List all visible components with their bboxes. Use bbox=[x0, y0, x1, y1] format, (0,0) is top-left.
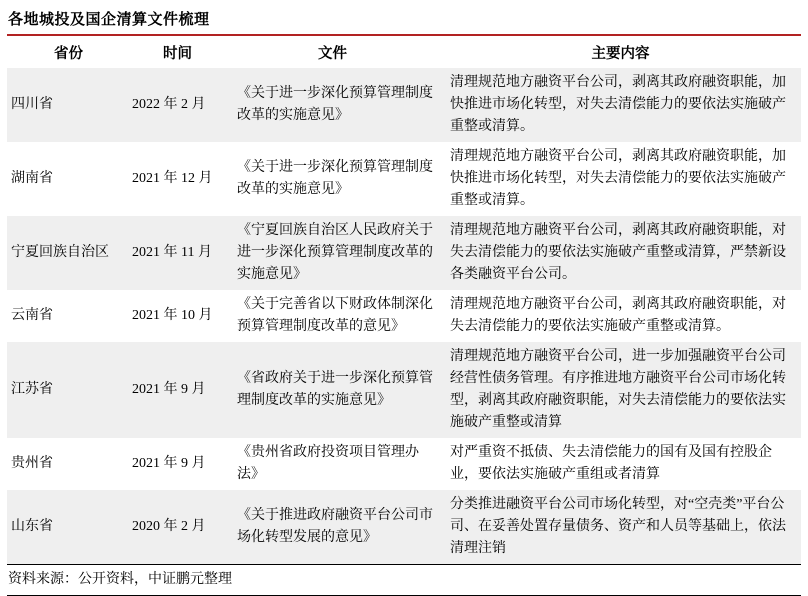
document-cell: 《宁夏回族自治区人民政府关于进一步深化预算管理制度改革的实施意见》 bbox=[225, 216, 440, 290]
document-cell: 《关于进一步深化预算管理制度改革的实施意见》 bbox=[237, 160, 433, 197]
header-document: 文件 bbox=[225, 36, 440, 68]
document-cell: 《省政府关于进一步深化预算管理制度改革的实施意见》 bbox=[225, 342, 440, 438]
content-cell: 对严重资不抵债、失去清偿能力的国有及国有控股企业，要依法实施破产重组或者清算 bbox=[450, 445, 772, 482]
table-header bbox=[7, 36, 801, 68]
province-cell: 贵州省 bbox=[11, 456, 53, 471]
date-cell: 2022 年 2 月 bbox=[130, 68, 225, 142]
table-row bbox=[7, 216, 801, 290]
content-cell: 清理规范地方融资平台公司，剥离其政府融资职能，对失去清偿能力的要依法实施破产重整或清算。 bbox=[450, 297, 786, 334]
document-cell: 《关于进一步深化预算管理制度改革的实施意见》 bbox=[225, 68, 440, 142]
header-content: 主要内容 bbox=[440, 36, 801, 68]
content-cell: 清理规范地方融资平台公司，剥离其政府融资职能，对失去清偿能力的要依法实施破产重整或清算，严禁新设各类融资平台公司。 bbox=[440, 216, 801, 290]
province-cell: 宁夏回族自治区 bbox=[7, 216, 130, 290]
date-cell: 2021 年 12 月 bbox=[132, 171, 213, 186]
header-date: 时间 bbox=[130, 36, 225, 68]
province-cell: 云南省 bbox=[11, 308, 53, 323]
table-row bbox=[7, 142, 801, 216]
documents-table bbox=[7, 36, 801, 564]
table-row bbox=[7, 342, 801, 438]
figure-title: 各地城投及国企清算文件梳理 bbox=[8, 11, 210, 28]
province-cell: 江苏省 bbox=[7, 342, 130, 438]
document-cell: 《关于完善省以下财政体制深化预算管理制度改革的意见》 bbox=[237, 297, 433, 334]
table-body bbox=[7, 68, 801, 564]
date-cell: 2021 年 11 月 bbox=[130, 216, 225, 290]
date-cell: 2021 年 10 月 bbox=[132, 308, 213, 323]
source-note: 资料来源：公开资料，中证鹏元整理 bbox=[7, 564, 801, 596]
content-cell: 清理规范地方融资平台公司，进一步加强融资平台公司经营性债务管理。有序推进地方融资平台公司市场化转型，剥离其政府融资职能，对失去清偿能力的要依法实施破产重整或清算 bbox=[440, 342, 801, 438]
province-cell: 山东省 bbox=[7, 490, 130, 564]
province-cell: 湖南省 bbox=[11, 171, 53, 186]
date-cell: 2020 年 2 月 bbox=[130, 490, 225, 564]
content-cell: 清理规范地方融资平台公司，剥离其政府融资职能，加快推进市场化转型，对失去清偿能力的要依法实施破产重整或清算。 bbox=[450, 149, 786, 208]
province-cell: 四川省 bbox=[7, 68, 130, 142]
date-cell: 2021 年 9 月 bbox=[130, 342, 225, 438]
table-row bbox=[7, 68, 801, 142]
date-cell: 2021 年 9 月 bbox=[132, 456, 206, 471]
table-row bbox=[7, 438, 801, 490]
header-row bbox=[7, 36, 801, 68]
table-row bbox=[7, 290, 801, 342]
table-row bbox=[7, 490, 801, 564]
content-cell: 清理规范地方融资平台公司，剥离其政府融资职能，加快推进市场化转型，对失去清偿能力的要依法实施破产重整或清算。 bbox=[440, 68, 801, 142]
document-cell: 《关于推进政府融资平台公司市场化转型发展的意见》 bbox=[225, 490, 440, 564]
header-province: 省份 bbox=[7, 36, 130, 68]
content-cell: 分类推进融资平台公司市场化转型，对“空壳类”平台公司、在妥善处置存量债务、资产和人员等基础上，依法清理注销 bbox=[440, 490, 801, 564]
document-cell: 《贵州省政府投资项目管理办法》 bbox=[237, 445, 419, 482]
